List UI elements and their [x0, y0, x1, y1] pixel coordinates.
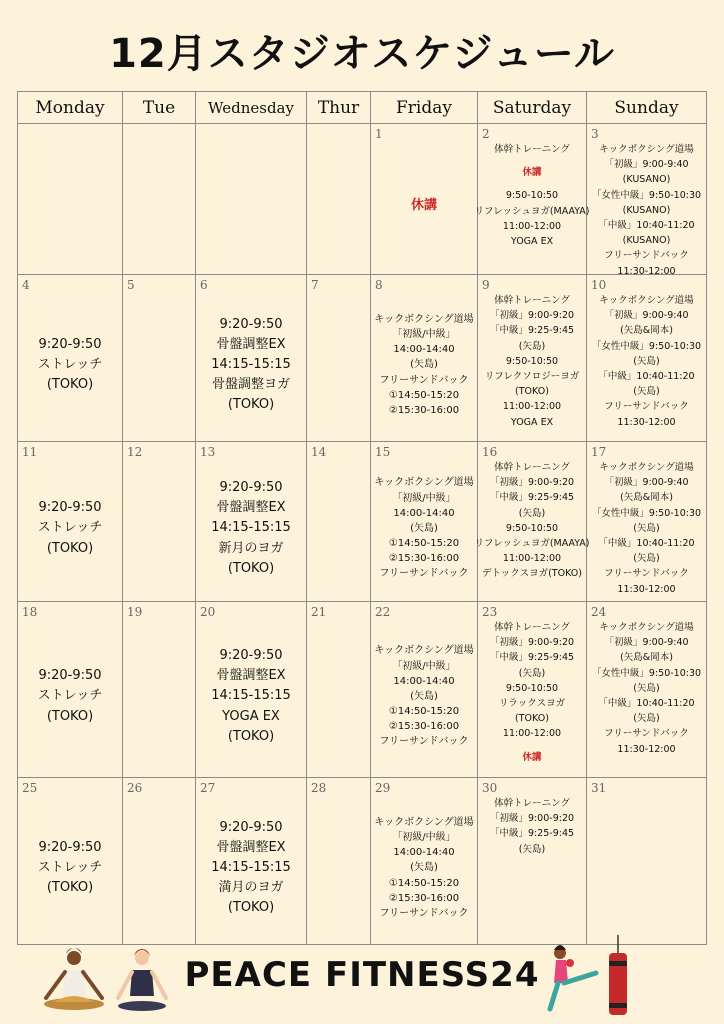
day-number: 19 [127, 605, 143, 619]
class-schedule [478, 620, 586, 775]
calendar-day-cell [123, 778, 196, 945]
cancelled-label: 休講 [522, 167, 542, 179]
day-number: 30 [482, 781, 498, 795]
day-number: 5 [127, 278, 135, 292]
calendar-day-cell [123, 602, 196, 778]
schedule-line: 9:20-9:50 [219, 480, 283, 496]
schedule-line: (KUSANO) [622, 235, 671, 247]
schedule-line: ストレッチ [37, 859, 103, 875]
schedule-line: ②15:30-16:00 [388, 721, 460, 733]
calendar-day-cell [478, 778, 587, 945]
schedule-line: 11:30-12:00 [617, 416, 676, 428]
calendar-day-cell [18, 778, 123, 945]
schedule-line: 「中級」10:40-11:20 [598, 697, 695, 709]
calendar-day-cell [196, 442, 307, 602]
calendar-week-row [18, 124, 707, 275]
schedule-line: 9:50-10:50 [505, 355, 559, 367]
schedule-line: (KUSANO) [622, 204, 671, 216]
calendar-day-cell [307, 602, 371, 778]
calendar-day-cell [196, 778, 307, 945]
schedule-line: 11:00-12:00 [502, 401, 562, 413]
calendar-day-cell [478, 602, 587, 778]
schedule-line: 「初級」9:00-9:40 [604, 477, 689, 489]
class-schedule [123, 618, 195, 775]
schedule-line: (TOKO) [515, 713, 549, 725]
schedule-line: 9:20-9:50 [38, 336, 102, 352]
schedule-line: 骨盤調整EX [216, 500, 286, 516]
schedule-line: フリーサンドバック [604, 250, 689, 262]
schedule-line: 満月のヨガ [218, 880, 284, 896]
calendar-week-row [18, 275, 707, 442]
schedule-line: 「初級」9:00-9:40 [604, 310, 689, 322]
class-schedule [371, 794, 477, 942]
schedule-line: 「初級」9:00-9:20 [489, 813, 575, 825]
schedule-line: 「女性中級」9:50-10:30 [591, 189, 702, 201]
schedule-line: (TOKO) [46, 880, 94, 896]
schedule-line: 「中級」10:40-11:20 [598, 370, 695, 382]
day-number: 9 [482, 278, 490, 292]
schedule-line: 骨盤調整ヨガ [211, 377, 290, 393]
class-schedule [371, 140, 477, 272]
day-number: 17 [591, 445, 607, 459]
schedule-line: キックボクシング道場 [599, 144, 694, 155]
schedule-line: リフレッシュヨガ(MAAYA) [474, 205, 590, 217]
schedule-calendar [17, 91, 707, 945]
schedule-line: ②15:30-16:00 [388, 892, 460, 904]
schedule-line: フリーサンドバック [379, 374, 469, 386]
schedule-line: (矢島) [633, 522, 660, 534]
class-schedule [587, 293, 706, 439]
schedule-line: YOGA EX [222, 708, 280, 724]
schedule-line: 14:15-15:15 [211, 520, 291, 536]
schedule-line: リフレッシュヨガ(MAAYA) [474, 537, 590, 549]
day-number: 22 [375, 605, 391, 619]
schedule-line: (矢島) [518, 667, 546, 679]
schedule-line: ①14:50-15:20 [388, 538, 460, 550]
weekday-header-row [18, 92, 707, 124]
schedule-line: (TOKO) [46, 708, 94, 724]
day-number: 21 [311, 605, 327, 619]
calendar-week-row [18, 602, 707, 778]
schedule-line: フリーサンドバック [604, 401, 689, 413]
schedule-line: キックボクシング道場 [374, 477, 474, 489]
class-schedule [18, 140, 122, 272]
class-schedule [123, 794, 195, 942]
day-number: 31 [591, 781, 607, 795]
day-number: 14 [311, 445, 327, 459]
class-schedule [18, 794, 122, 942]
schedule-line: 「女性中級」9:50-10:30 [591, 507, 702, 519]
day-number: 10 [591, 278, 607, 292]
schedule-line: 「女性中級」9:50-10:30 [591, 340, 702, 352]
weekday-header: Thur [307, 92, 371, 124]
schedule-line: 「中級」9:25-9:45 [489, 325, 575, 337]
schedule-line: (矢島&岡本) [620, 652, 673, 664]
day-number: 6 [200, 278, 208, 292]
class-schedule [371, 458, 477, 599]
schedule-line: 骨盤調整EX [216, 336, 286, 352]
schedule-line: (TOKO) [227, 728, 275, 744]
schedule-line: (矢島) [633, 713, 660, 725]
schedule-line: 9:20-9:50 [38, 500, 102, 516]
schedule-line: 11:00-12:00 [502, 220, 562, 232]
schedule-line: 9:20-9:50 [219, 648, 283, 664]
day-number: 2 [482, 127, 490, 141]
schedule-line: 体幹トレーニング [494, 144, 570, 155]
schedule-line: ②15:30-16:00 [388, 553, 460, 565]
schedule-line: 体幹トレーニング [494, 462, 570, 473]
schedule-line: キックボクシング道場 [599, 622, 694, 633]
cancelled-label: 休講 [522, 751, 542, 763]
day-number: 11 [22, 445, 38, 459]
schedule-line: (矢島) [518, 507, 546, 519]
schedule-line: (TOKO) [515, 386, 549, 398]
day-number: 12 [127, 445, 143, 459]
schedule-line: 14:15-15:15 [211, 859, 291, 875]
schedule-line: 9:20-9:50 [219, 316, 283, 332]
schedule-line: 11:30-12:00 [617, 265, 676, 277]
weekday-header: Friday [371, 92, 478, 124]
calendar-day-cell [478, 275, 587, 442]
schedule-line: キックボクシング道場 [374, 816, 474, 828]
calendar-day-cell [587, 442, 707, 602]
schedule-line: ストレッチ [37, 520, 103, 536]
day-number: 26 [127, 781, 143, 795]
calendar-day-cell [587, 124, 707, 275]
schedule-line: (矢島) [633, 682, 660, 694]
day-number: 20 [200, 605, 216, 619]
calendar-day-cell [307, 124, 371, 275]
day-number: 1 [375, 127, 383, 141]
schedule-line: 11:00-12:00 [502, 728, 562, 740]
day-number: 28 [311, 781, 327, 795]
schedule-line: 11:30-12:00 [617, 583, 676, 595]
schedule-line: ①14:50-15:20 [388, 706, 460, 718]
schedule-line: 14:00-14:40 [393, 847, 455, 859]
schedule-line: フリーサンドバック [604, 728, 689, 740]
calendar-day-cell [587, 602, 707, 778]
calendar-day-cell [307, 778, 371, 945]
schedule-line: (TOKO) [227, 560, 275, 576]
schedule-line: YOGA EX [510, 416, 554, 428]
schedule-line: ①14:50-15:20 [388, 877, 460, 889]
class-schedule [307, 794, 370, 942]
calendar-day-cell [18, 275, 123, 442]
schedule-line: フリーサンドバック [379, 907, 469, 919]
day-number: 24 [591, 605, 607, 619]
schedule-line: リフレクソロジーヨガ [484, 370, 580, 382]
schedule-line: 体幹トレーニング [494, 622, 570, 633]
day-number: 15 [375, 445, 391, 459]
cancelled-label: 休講 [410, 197, 437, 213]
schedule-line: 「初級/中級」 [392, 492, 456, 504]
class-schedule [587, 796, 706, 942]
class-schedule [123, 458, 195, 599]
page-title: 12月スタジオスケジュール [109, 31, 615, 77]
class-schedule [196, 618, 306, 775]
schedule-line: (矢島) [518, 340, 546, 352]
calendar-day-cell [587, 778, 707, 945]
class-schedule [371, 618, 477, 775]
schedule-line: フリーサンドバック [379, 568, 469, 580]
calendar-day-cell [371, 275, 478, 442]
day-number: 18 [22, 605, 38, 619]
class-schedule [478, 293, 586, 439]
schedule-line: 14:00-14:40 [393, 344, 455, 356]
schedule-line: 9:20-9:50 [38, 839, 102, 855]
calendar-day-cell [196, 275, 307, 442]
schedule-line: 11:30-12:00 [617, 743, 676, 755]
weekday-header: Saturday [478, 92, 587, 124]
schedule-line: 「中級」10:40-11:20 [598, 219, 695, 231]
kickboxer-sandbag-illustration [540, 935, 640, 1017]
schedule-line: 9:20-9:50 [38, 668, 102, 684]
day-number: 13 [200, 445, 216, 459]
weekday-header: Wednesday [196, 92, 307, 124]
schedule-line: 14:15-15:15 [211, 688, 291, 704]
schedule-line: ①14:50-15:20 [388, 389, 460, 401]
calendar-day-cell [123, 442, 196, 602]
class-schedule [307, 618, 370, 775]
day-number: 23 [482, 605, 498, 619]
day-number: 27 [200, 781, 216, 795]
schedule-line: 骨盤調整EX [216, 668, 286, 684]
class-schedule [587, 620, 706, 775]
schedule-line: (TOKO) [227, 397, 275, 413]
calendar-day-cell [371, 124, 478, 275]
schedule-line: リラックスヨガ [498, 697, 566, 709]
schedule-line: 体幹トレーニング [494, 798, 570, 809]
schedule-line: 体幹トレーニング [494, 295, 570, 306]
calendar-day-cell [474, 442, 590, 602]
schedule-line: 「中級」9:25-9:45 [489, 492, 575, 504]
day-number: 7 [311, 278, 319, 292]
schedule-line: 「中級」9:25-9:45 [489, 652, 575, 664]
schedule-line: ストレッチ [37, 688, 103, 704]
schedule-line: キックボクシング道場 [599, 295, 694, 306]
weekday-header: Sunday [587, 92, 707, 124]
schedule-line: (矢島&岡本) [620, 492, 673, 504]
schedule-line: 9:50-10:50 [505, 522, 559, 534]
schedule-line: キックボクシング道場 [374, 313, 474, 325]
day-number: 4 [22, 278, 30, 292]
schedule-line: デトックスヨガ(TOKO) [481, 568, 582, 580]
weekday-header: Monday [18, 92, 123, 124]
schedule-line: 「中級」10:40-11:20 [598, 537, 695, 549]
class-schedule [478, 796, 586, 942]
schedule-line: 11:00-12:00 [502, 553, 562, 565]
calendar-day-cell [371, 778, 478, 945]
day-number: 8 [375, 278, 383, 292]
class-schedule [371, 291, 477, 439]
class-schedule [587, 142, 706, 277]
brand-footer: PEACE FITNESS24 [184, 955, 540, 995]
schedule-line: (矢島&岡本) [620, 325, 673, 337]
class-schedule [196, 458, 306, 599]
schedule-line: 「中級」9:25-9:45 [489, 828, 575, 840]
schedule-line: 9:20-9:50 [219, 819, 283, 835]
class-schedule [307, 140, 370, 272]
day-number: 3 [591, 127, 599, 141]
schedule-line: (TOKO) [46, 377, 94, 393]
weekday-header: Tue [123, 92, 196, 124]
day-number: 25 [22, 781, 38, 795]
schedule-line: キックボクシング道場 [599, 462, 694, 473]
schedule-line: 9:50-10:50 [505, 682, 559, 694]
schedule-line: 14:00-14:40 [393, 507, 455, 519]
calendar-day-cell [18, 602, 123, 778]
schedule-line: ②15:30-16:00 [388, 404, 460, 416]
schedule-line: フリーサンドバック [379, 736, 469, 748]
calendar-day-cell [307, 442, 371, 602]
class-schedule [307, 458, 370, 599]
schedule-line: 「初級」9:00-9:40 [604, 637, 689, 649]
schedule-line: キックボクシング道場 [374, 645, 474, 657]
calendar-day-cell [587, 275, 707, 442]
schedule-line: ストレッチ [37, 356, 103, 372]
schedule-line: (矢島) [518, 843, 546, 855]
schedule-line: 「初級」9:00-9:40 [604, 159, 689, 171]
schedule-line: 9:50-10:50 [505, 190, 559, 202]
class-schedule [474, 460, 590, 599]
schedule-line: 「初級」9:00-9:20 [489, 310, 575, 322]
class-schedule [474, 142, 590, 272]
class-schedule [307, 291, 370, 439]
calendar-week-row [18, 778, 707, 945]
calendar-day-cell [474, 124, 590, 275]
calendar-day-cell [123, 275, 196, 442]
day-number: 16 [482, 445, 498, 459]
schedule-line: 「初級/中級」 [392, 329, 456, 341]
class-schedule [196, 794, 306, 942]
schedule-line: 「初級」9:00-9:20 [489, 637, 575, 649]
class-schedule [123, 140, 195, 272]
schedule-line: (矢島) [633, 386, 660, 398]
class-schedule [18, 618, 122, 775]
calendar-day-cell [307, 275, 371, 442]
schedule-line: 14:15-15:15 [211, 356, 291, 372]
day-number: 29 [375, 781, 391, 795]
schedule-line: 骨盤調整EX [216, 839, 286, 855]
calendar-day-cell [196, 124, 307, 275]
schedule-line: 「初級/中級」 [392, 832, 456, 844]
schedule-line: (矢島) [410, 359, 438, 371]
calendar-day-cell [371, 602, 478, 778]
schedule-line: (矢島) [633, 553, 660, 565]
calendar-day-cell [18, 442, 123, 602]
calendar-week-row [18, 442, 707, 602]
schedule-line: (矢島) [410, 522, 438, 534]
schedule-line: (矢島) [410, 862, 438, 874]
schedule-line: (TOKO) [46, 540, 94, 556]
schedule-line: 「初級」9:00-9:20 [489, 477, 575, 489]
schedule-line: 新月のヨガ [218, 540, 284, 556]
schedule-line: YOGA EX [510, 235, 554, 247]
schedule-line: フリーサンドバック [604, 568, 689, 580]
calendar-day-cell [196, 602, 307, 778]
schedule-line: 14:00-14:40 [393, 675, 455, 687]
class-schedule [18, 291, 122, 439]
schedule-line: (矢島) [410, 690, 438, 702]
class-schedule [123, 291, 195, 439]
schedule-line: (KUSANO) [622, 174, 671, 186]
schedule-line: (矢島) [633, 355, 660, 367]
schedule-line: (TOKO) [227, 900, 275, 916]
schedule-line: 「女性中級」9:50-10:30 [591, 667, 702, 679]
class-schedule [196, 291, 306, 439]
schedule-line: 「初級/中級」 [392, 660, 456, 672]
class-schedule [587, 460, 706, 599]
calendar-day-cell [123, 124, 196, 275]
class-schedule [196, 140, 306, 272]
calendar-day-cell [18, 124, 123, 275]
calendar-day-cell [371, 442, 478, 602]
class-schedule [18, 458, 122, 599]
